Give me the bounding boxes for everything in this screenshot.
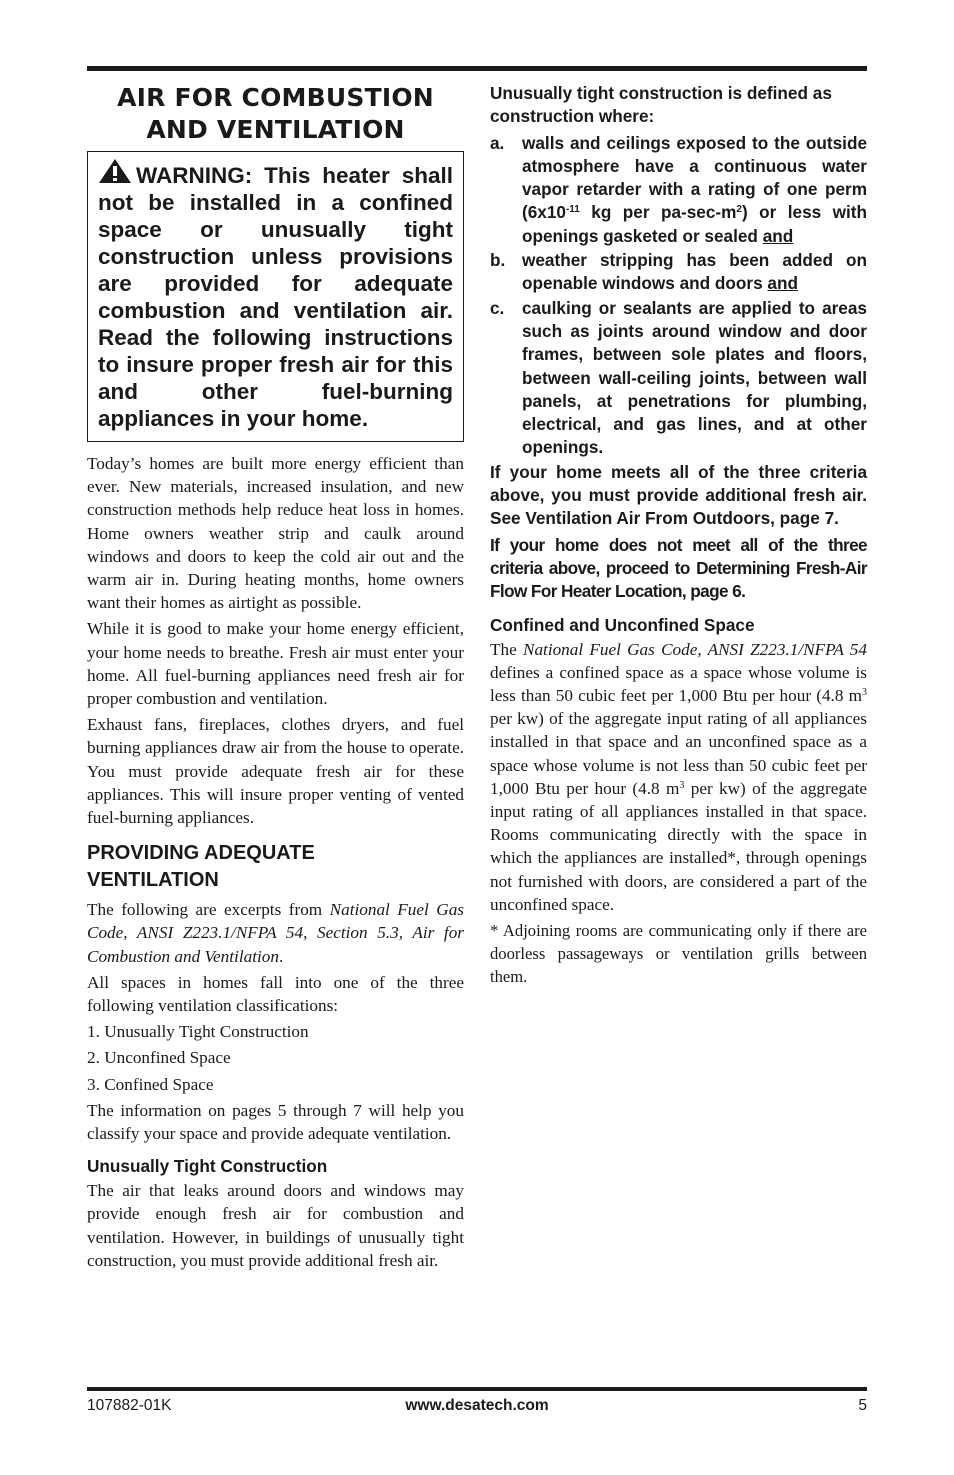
criterion-a-and: and xyxy=(762,225,794,246)
warning-triangle-icon xyxy=(98,158,132,184)
class-item-3: 3. Confined Space xyxy=(87,1074,214,1094)
warning-paragraph xyxy=(98,158,453,432)
excerpt-suffix: . xyxy=(278,946,284,966)
criterion-a-part-2: kg per pa-sec-m xyxy=(579,202,737,223)
confined-heading: Confined and Unconfined Space xyxy=(490,614,755,635)
criterion-b-text xyxy=(522,249,867,296)
left-column xyxy=(87,82,464,1275)
tight-paragraph: The air that leaks around doors and windows may provide enough fresh air for combustion and ventilation. However, in buildings of unusually tight construction, you must provide additional fresh air. xyxy=(87,1181,464,1270)
criterion-a-part-3: ) or less with openings gasketed or sealed xyxy=(522,202,867,246)
confined-part-the: The xyxy=(490,639,523,659)
intro-paragraph-1: Today’s homes are built more energy efficient than ever. New materials, increased insulation, and new construction methods help reduce heat loss in homes. Home owners weather strip and caulk around windows and doors to keep the cold air out and the warm air in. During heating months, home owners want their homes as airtight as possible. xyxy=(87,454,464,613)
criterion-a-part-1: walls and ceilings exposed to the outside atmosphere have a continuous water vapor retarder with a rating of one perm (6x10 xyxy=(522,132,867,223)
criterion-c-label: c. xyxy=(490,297,505,318)
confined-code-ref: National Fuel Gas Code, ANSI Z223.1/NFPA 54 xyxy=(522,639,867,659)
tight-heading: Unusually Tight Construction xyxy=(87,1156,328,1177)
confined-sup-1: 3 xyxy=(862,686,867,698)
footer-page-number: 5 xyxy=(858,1397,867,1414)
criteria-meets: If your home meets all of the three criteria above, you must provide additional fresh air. See Ventilation Air From Outdoors, page 7. xyxy=(490,461,867,529)
intro-paragraph-3: Exhaust fans, fireplaces, clothes dryers, and fuel burning appliances draw air from the house to operate. You must provide adequate fresh air for these appliances. This will insure proper venting of vented fuel-burning appliances. xyxy=(87,715,464,828)
criterion-b-part: weather stripping has been added on openable windows and doors xyxy=(522,250,867,294)
confined-part-1: defines a confined space as a space whose volume is less than 50 cubic feet per 1,000 Btu per hour (4.8 m xyxy=(490,662,867,705)
criteria-not-meets: If your home does not meet all of the three criteria above, proceed to Determining Fresh-Air Flow For Heater Location, page 6. xyxy=(490,534,867,602)
excerpt-prefix: The following are excerpts from xyxy=(87,900,330,920)
warning-box xyxy=(87,151,464,442)
title-line-2: AND VENTILATION xyxy=(146,115,405,144)
providing-heading xyxy=(87,840,464,894)
class-item-1: 1. Unusually Tight Construction xyxy=(87,1022,309,1042)
page-title xyxy=(87,82,464,146)
criterion-b-label: b. xyxy=(490,250,506,271)
criterion-a xyxy=(490,132,867,248)
criterion-a-sup-2: 2 xyxy=(736,204,742,216)
footer-website[interactable]: www.desatech.com xyxy=(405,1397,549,1414)
criterion-a-sup-1: -11 xyxy=(565,204,580,216)
excerpt-paragraph xyxy=(87,898,464,968)
providing-heading-line-1: PROVIDING ADEQUATE xyxy=(87,842,315,865)
criteria-intro: Unusually tight construction is defined as construction where: xyxy=(490,83,832,127)
criterion-a-label: a. xyxy=(490,132,505,153)
confined-part-2: per kw) of the aggregate input rating of all appliances installed in that space and an unconfined space as a space whose volume is not less than 50 cubic feet per 1,000 Btu per hour (4.8 m xyxy=(490,709,867,798)
criterion-a-text xyxy=(522,132,867,248)
criterion-c xyxy=(490,297,867,460)
criterion-b xyxy=(490,249,867,296)
info-paragraph: The information on pages 5 through 7 will help you classify your space and provide adequate ventilation. xyxy=(87,1100,464,1144)
classes-intro: All spaces in homes fall into one of the three following ventilation classifications: xyxy=(87,972,464,1016)
confined-sup-2: 3 xyxy=(679,779,685,791)
title-line-1: AIR FOR COMBUSTION xyxy=(117,83,434,112)
bottom-rule xyxy=(87,1387,867,1391)
intro-paragraph-2: While it is good to make your home energy efficient, your home needs to breathe. Fresh air must enter your home. All fuel-burning appliances need fresh air for proper combustion and ventilation. xyxy=(87,619,464,709)
class-item-2: 2. Unconfined Space xyxy=(87,1048,231,1068)
adjoining-note: * Adjoining rooms are communicating only if there are doorless passageways or ventilation grills between them. xyxy=(490,920,867,987)
footer-doc-number: 107882-01K xyxy=(87,1397,172,1414)
top-rule xyxy=(87,66,867,71)
excerpt-source: National Fuel Gas Code, ANSI Z223.1/NFPA 54, Section 5.3, Air for Combustion and Ventilation xyxy=(87,900,464,966)
criterion-c-text: caulking or sealants are applied to areas such as joints around window and door frames, between sole plates and floors, between wall-ceiling joints, between wall panels, at penetrations for plumbing, electrical, and gas lines, and at other openings. xyxy=(522,297,867,458)
confined-part-3: per kw) of the aggregate input rating of all appliances installed in that space. Rooms communicating directly with the space in which the appliances are installed*, through openings not furnished with doors, are considered a part of the unconfined space. xyxy=(490,778,867,914)
right-column xyxy=(490,82,867,992)
criterion-b-and: and xyxy=(767,273,798,294)
providing-heading-line-2: VENTILATION xyxy=(87,869,219,892)
warning-text: WARNING: This heater shall not be installed in a confined space or unusually tight construction unless provisions are provided for adequate combustion and ventilation air. Read the following instructions to insure proper fresh air for this and other fuel-burning appliances in your home. xyxy=(98,163,453,431)
confined-paragraph xyxy=(490,638,867,916)
